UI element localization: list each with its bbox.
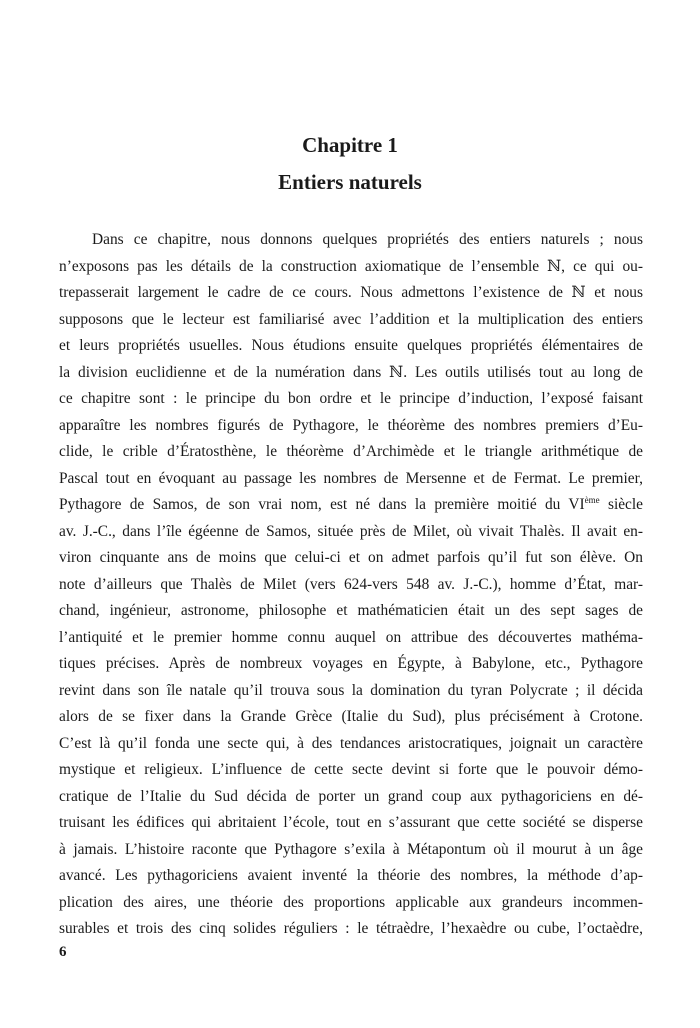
text-line: surables et trois des cinq solides réguliers : le tétraèdre, l’hexaèdre ou cube, l’octaèdre, [59,920,643,937]
chapter-introduction-paragraph [59,227,643,943]
chapter-number: Chapitre 1 [302,133,398,157]
chapter-title: Entiers naturels [278,170,422,194]
text-line: ce chapitre sont : le principe du bon ordre et le principe d’induction, l’exposé faisant [59,390,643,407]
text-line: et leurs propriétés usuelles. Nous étudions ensuite quelques propriétés élémentaires de [59,337,643,354]
page-number: 6 [59,944,67,960]
text-line: l’antiquité et le premier homme connu auquel on attribue des découvertes mathéma- [59,628,643,646]
text-line: mystique et religieux. L’influence de cette secte devint si forte que le pouvoir démo- [59,761,643,778]
chapter-header [0,130,700,197]
text-line-main: Pythagore de Samos, de son vrai nom, est né dans la première moitié du VI [59,496,585,513]
text-line: la division euclidienne et de la numération dans ℕ. Les outils utilisés tout au long de [59,363,643,381]
text-line: alors de se fixer dans la Grande Grèce (Italie du Sud), plus précisément à Crotone. [59,708,643,725]
text-line: chand, ingénieur, astronome, philosophe et mathématicien était un des sept sages de [59,602,643,619]
text-line: revint dans son île natale qu’il trouva sous la domination du tyran Polycrate ; il décida [59,681,643,699]
text-line: Pascal tout en évoquant au passage les nombres de Mersenne et de Fermat. Le premier, [59,469,643,487]
text-line: trepasserait largement le cadre de ce cours. Nous admettons l’existence de ℕ et nous [59,284,643,301]
text-line: n’exposons pas les détails de la construction axiomatique de l’ensemble ℕ, ce qui ou- [59,257,643,275]
century-superscript: ème [584,494,600,505]
text-line: cratique de l’Italie du Sud décida de porter un grand coup aux pythagoriciens en dé- [59,787,643,805]
text-line: tiques précises. Après de nombreux voyages en Égypte, à Babylone, etc., Pythagore [59,655,643,672]
text-line: clide, le crible d’Ératosthène, le théorème d’Archimède et le triangle arithmétique de [59,443,643,460]
text-line: avancé. Les pythagoriciens avaient inventé la théorie des nombres, la méthode d’ap- [59,867,643,884]
text-line: av. J.-C., dans l’île égéenne de Samos, située près de Milet, où vivait Thalès. Il avait en- [59,522,643,540]
text-line: à jamais. L’histoire raconte que Pythagore s’exila à Métapontum où il mourut à un âge [59,840,643,858]
text-line: C’est là qu’il fonda une secte qui, à des tendances aristocratiques, joignait un caractère [59,734,643,752]
text-line: plication des aires, une théorie des proportions applicable aux grandeurs incommen- [59,893,643,911]
text-line: viron cinquante ans de moins que celui-ci et on admet parfois qu’il fut son élève. On [59,549,643,566]
text-line: truisant les édifices qui abritaient l’école, tout en s’assurant que cette société se disperse [59,814,643,831]
text-line: Dans ce chapitre, nous donnons quelques propriétés des entiers naturels ; nous [92,231,643,248]
century-suffix: siècle [599,496,643,513]
text-line: note d’ailleurs que Thalès de Milet (vers 624-vers 548 av. J.-C.), homme d’État, mar- [59,575,643,593]
text-line: supposons que le lecteur est familiarisé avec l’addition et la multiplication des entiers [59,310,643,328]
text-line: apparaître les nombres figurés de Pythagore, le théorème des nombres premiers d’Eu- [59,416,643,434]
text-line-with-superscript [59,492,643,519]
